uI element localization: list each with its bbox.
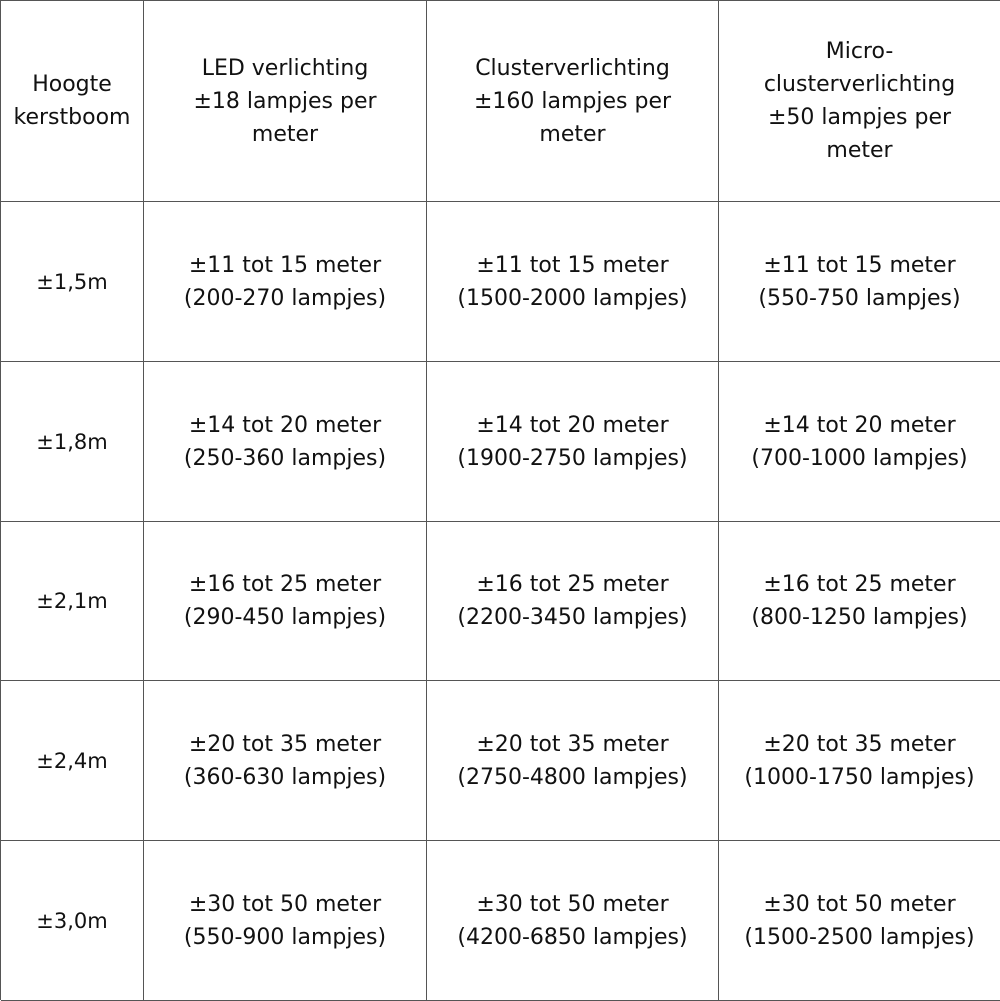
lamp-count-text: (250-360 lampjes) bbox=[183, 445, 387, 471]
length-text: ±11 tot 15 meter bbox=[763, 252, 956, 278]
header-line: clusterverlichting bbox=[763, 72, 956, 97]
header-line: LED verlichting bbox=[201, 55, 369, 81]
cell-led bbox=[144, 841, 427, 1001]
header-led bbox=[144, 1, 427, 202]
header-line: kerstboom bbox=[13, 105, 131, 130]
row-height-label: ±1,8m bbox=[1, 362, 144, 522]
length-text: ±14 tot 20 meter bbox=[763, 412, 956, 438]
header-line: Micro- bbox=[825, 39, 894, 64]
row-height-label: ±3,0m bbox=[1, 841, 144, 1001]
header-line: meter bbox=[251, 121, 319, 147]
lamp-count-text: (1900-2750 lampjes) bbox=[457, 445, 688, 471]
header-line: Hoogte bbox=[32, 72, 112, 97]
cell-micro bbox=[719, 681, 1000, 841]
cell-led bbox=[144, 362, 427, 522]
cell-led bbox=[144, 522, 427, 681]
row-height-label: ±1,5m bbox=[1, 202, 144, 362]
header-line: ±50 lampjes per bbox=[767, 105, 952, 130]
header-tree-height bbox=[1, 1, 144, 202]
row-height-label: ±2,4m bbox=[1, 681, 144, 841]
lamp-count-text: (800-1250 lampjes) bbox=[751, 605, 968, 630]
lamp-count-text: (550-900 lampjes) bbox=[183, 924, 387, 950]
lamp-count-text: (290-450 lampjes) bbox=[183, 605, 387, 630]
header-line: ±160 lampjes per bbox=[473, 88, 672, 114]
length-text: ±14 tot 20 meter bbox=[476, 412, 669, 438]
lamp-count-text: (2200-3450 lampjes) bbox=[457, 605, 688, 630]
lamp-count-text: (1500-2500 lampjes) bbox=[744, 924, 975, 950]
length-text: ±20 tot 35 meter bbox=[188, 731, 382, 757]
length-text: ±20 tot 35 meter bbox=[763, 731, 956, 757]
lamp-count-text: (700-1000 lampjes) bbox=[751, 445, 968, 471]
length-text: ±16 tot 25 meter bbox=[476, 572, 669, 597]
lamp-count-text: (4200-6850 lampjes) bbox=[457, 924, 688, 950]
header-line: meter bbox=[826, 138, 893, 163]
cell-micro bbox=[719, 841, 1000, 1001]
cell-led bbox=[144, 202, 427, 362]
lamp-count-text: (200-270 lampjes) bbox=[183, 285, 387, 311]
length-text: ±11 tot 15 meter bbox=[476, 252, 669, 278]
header-micro-cluster bbox=[719, 1, 1000, 202]
cell-cluster bbox=[427, 202, 719, 362]
header-line: meter bbox=[539, 121, 606, 147]
cell-micro bbox=[719, 522, 1000, 681]
header-cluster bbox=[427, 1, 719, 202]
length-text: ±14 tot 20 meter bbox=[188, 412, 382, 438]
length-text: ±16 tot 25 meter bbox=[188, 572, 382, 597]
cell-micro bbox=[719, 202, 1000, 362]
length-text: ±11 tot 15 meter bbox=[188, 252, 382, 278]
lamp-count-text: (1000-1750 lampjes) bbox=[744, 764, 975, 790]
lamp-count-text: (1500-2000 lampjes) bbox=[457, 285, 688, 311]
length-text: ±20 tot 35 meter bbox=[476, 731, 669, 757]
header-line: ±18 lampjes per bbox=[193, 88, 377, 114]
cell-micro bbox=[719, 362, 1000, 522]
length-text: ±30 tot 50 meter bbox=[188, 891, 382, 917]
cell-cluster bbox=[427, 362, 719, 522]
cell-cluster bbox=[427, 522, 719, 681]
lamp-count-text: (2750-4800 lampjes) bbox=[457, 764, 688, 790]
lamp-count-text: (550-750 lampjes) bbox=[758, 285, 961, 311]
cell-cluster bbox=[427, 841, 719, 1001]
row-height-label: ±2,1m bbox=[1, 522, 144, 681]
cell-led bbox=[144, 681, 427, 841]
header-line: Clusterverlichting bbox=[475, 55, 670, 81]
lamp-count-text: (360-630 lampjes) bbox=[183, 764, 387, 790]
cell-cluster bbox=[427, 681, 719, 841]
length-text: ±30 tot 50 meter bbox=[763, 891, 956, 917]
length-text: ±16 tot 25 meter bbox=[763, 572, 956, 597]
length-text: ±30 tot 50 meter bbox=[476, 891, 669, 917]
